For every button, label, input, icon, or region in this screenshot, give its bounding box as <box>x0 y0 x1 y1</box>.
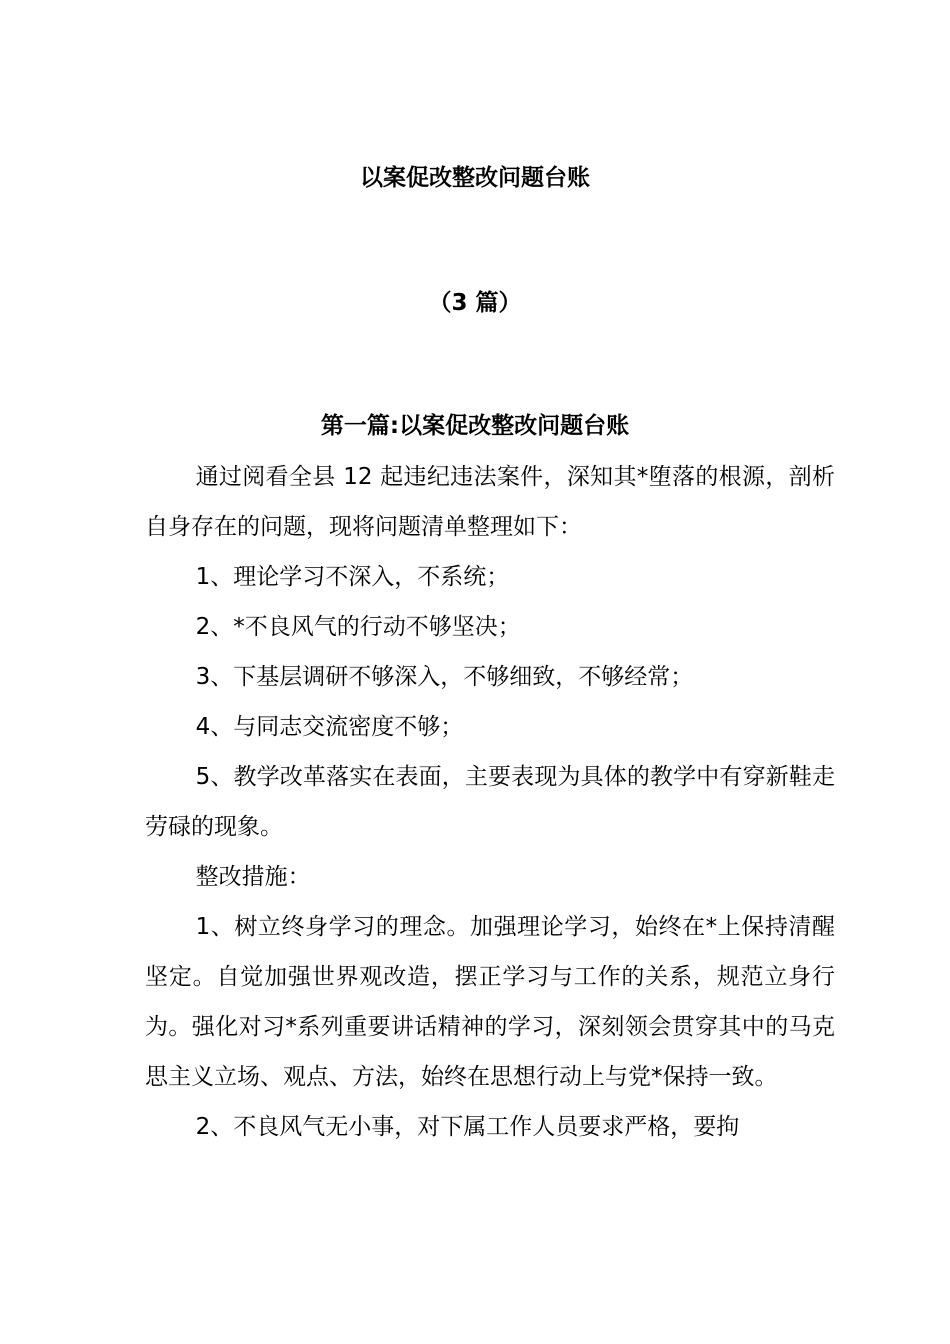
document-subtitle: （3 篇） <box>428 290 522 316</box>
problem-item: 4、与同志交流密度不够； <box>195 714 464 740</box>
document-title: 以案促改整改问题台账 <box>360 165 590 191</box>
document-body <box>145 452 835 1152</box>
problem-item: 3、下基层调研不够深入，不够细致，不够经常； <box>195 664 694 690</box>
measure-item: 1、树立终身学习的理念。加强理论学习，始终在*上保持清醒坚定。自觉加强世界观改造，摆正学习与工作的关系，规范立身行为。强化对习*系列重要讲话精神的学习，深刻领会贯穿其中的马克思主义立场、观点、方法，始终在思想行动上与党*保持一致。 <box>145 914 835 1090</box>
problem-item: 5、教学改革落实在表面，主要表现为具体的教学中有穿新鞋走劳碌的现象。 <box>145 764 835 840</box>
problem-item: 1、理论学习不深入，不系统； <box>195 564 510 590</box>
measure-item: 2、不良风气无小事，对下属工作人员要求严格，要拘 <box>195 1114 740 1140</box>
measures-heading: 整改措施： <box>195 864 311 890</box>
intro-paragraph: 通过阅看全县 12 起违纪违法案件，深知其*堕落的根源，剖析自身存在的问题，现将问题清单整理如下： <box>145 464 835 540</box>
section-title: 第一篇:以案促改整改问题台账 <box>320 413 630 439</box>
problem-item: 2、*不良风气的行动不够坚决； <box>195 614 521 640</box>
